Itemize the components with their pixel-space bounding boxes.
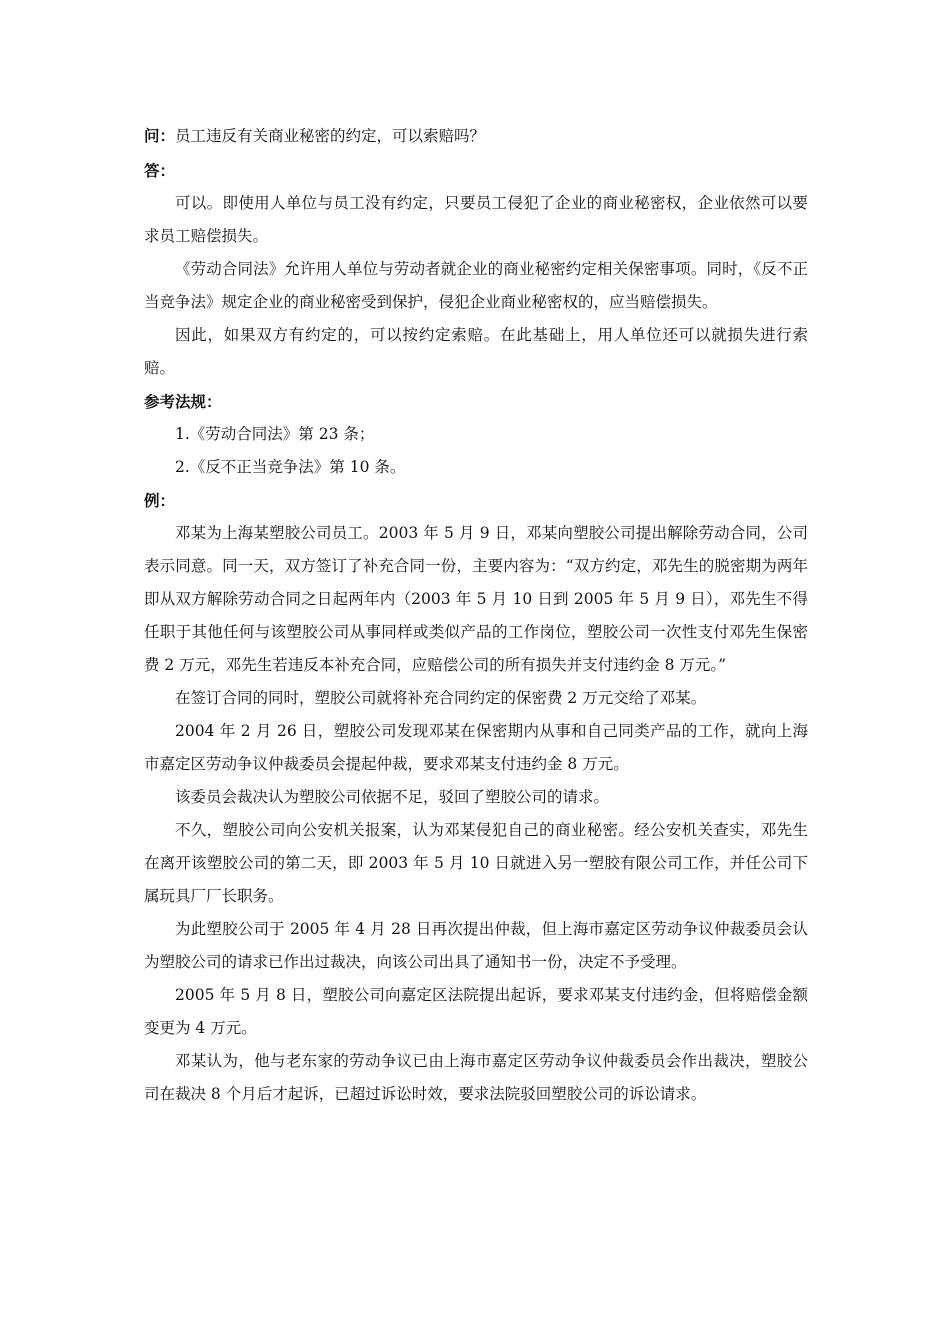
reference-item: 1.《劳动合同法》第 23 条； (175, 425, 375, 443)
question-line (144, 122, 808, 150)
document-page (144, 122, 808, 1111)
example-paragraph: 邓某为上海某塑胶公司员工。2003 年 5 月 9 日，邓某向塑胶公司提出解除劳动合同，公司表示同意。同一天，双方签订了补充合同一份，主要内容为：“双方约定，邓先生的脱密期为两年即从双方解除劳动合同之日起两年内（2003 年 5 月 10 日到 2005 年 5 月 9 日），邓先生不得任职于其他任何与该塑胶公司从事同样或类似产品的工作岗位，塑胶公司一次性支付邓先生保密费 2 万元，邓先生若违反本补充合同，应赔偿公司的所有损失并支付违约金 8 万元。” (144, 524, 808, 674)
answer-paragraph: 《劳动合同法》允许用人单位与劳动者就企业的商业秘密约定相关保密事项。同时，《反不正当竞争法》规定企业的商业秘密受到保护，侵犯企业商业秘密权的，应当赔偿损失。 (144, 260, 808, 311)
example-paragraph: 不久，塑胶公司向公安机关报案，认为邓某侵犯自己的商业秘密。经公安机关查实，邓先生在离开该塑胶公司的第二天，即 2003 年 5 月 10 日就进入另一塑胶有限公司工作，并任公司下属玩具厂厂长职务。 (144, 821, 808, 905)
answer-paragraph: 可以。即使用人单位与员工没有约定，只要员工侵犯了企业的商业秘密权，企业依然可以要求员工赔偿损失。 (144, 194, 808, 245)
question-label: 问： (144, 126, 176, 145)
references-label: 参考法规： (144, 392, 222, 411)
reference-item: 2.《反不正当竞争法》第 10 条。 (175, 458, 406, 476)
example-paragraph: 在签订合同的同时，塑胶公司就将补充合同约定的保密费 2 万元交给了邓某。 (175, 689, 707, 707)
example-paragraph: 2005 年 5 月 8 日，塑胶公司向嘉定区法院提出起诉，要求邓某支付违约金，但将赔偿金额变更为 4 万元。 (144, 986, 808, 1037)
example-paragraph: 为此塑胶公司于 2005 年 4 月 28 日再次提出仲裁，但上海市嘉定区劳动争议仲裁委员会认为塑胶公司的请求已作出过裁决，向该公司出具了通知书一份，决定不予受理。 (144, 920, 808, 971)
question-text: 员工违反有关商业秘密的约定，可以索赔吗？ (175, 127, 486, 145)
example-paragraph: 2004 年 2 月 26 日，塑胶公司发现邓某在保密期内从事和自己同类产品的工作，就向上海市嘉定区劳动争议仲裁委员会提起仲裁，要求邓某支付违约金 8 万元。 (144, 722, 808, 773)
example-paragraph: 该委员会裁决认为塑胶公司依据不足，驳回了塑胶公司的请求。 (175, 788, 610, 806)
answer-paragraph: 因此，如果双方有约定的，可以按约定索赔。在此基础上，用人单位还可以就损失进行索赔。 (144, 326, 808, 377)
example-paragraph: 邓某认为，他与老东家的劳动争议已由上海市嘉定区劳动争议仲裁委员会作出裁决，塑胶公司在裁决 8 个月后才起诉，已超过诉讼时效，要求法院驳回塑胶公司的诉讼请求。 (144, 1052, 808, 1103)
answer-label: 答： (144, 161, 176, 180)
example-label: 例： (144, 491, 176, 510)
